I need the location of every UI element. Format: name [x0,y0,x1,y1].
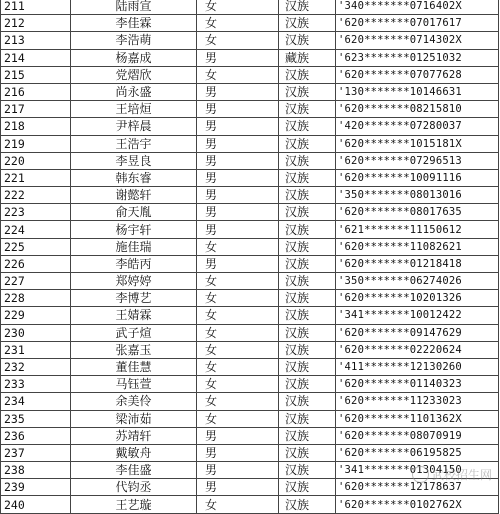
table-row [1,101,499,118]
cell-ethnicity: 汉族 [279,66,336,83]
cell-sex: 女 [197,273,279,290]
cell-name: 施佳瑞 [71,238,197,255]
cell-id-number: '620*******11233023 [336,393,499,410]
cell-ethnicity: 汉族 [279,83,336,100]
cell-number: 222 [1,187,71,204]
cell-name: 马钰萱 [71,376,197,393]
cell-sex: 男 [197,204,279,221]
table-row [1,83,499,100]
table-row [1,427,499,444]
cell-id-number: '620*******01140323 [336,376,499,393]
cell-sex: 女 [197,393,279,410]
cell-name: 武子煊 [71,324,197,341]
cell-id-number: '341*******10012422 [336,307,499,324]
cell-sex: 女 [197,32,279,49]
cell-ethnicity: 汉族 [279,307,336,324]
cell-id-number: '620*******09147629 [336,324,499,341]
cell-ethnicity: 汉族 [279,427,336,444]
cell-sex: 男 [197,169,279,186]
cell-ethnicity: 汉族 [279,444,336,461]
cell-id-number: '620*******10201326 [336,290,499,307]
cell-number: 231 [1,341,71,358]
cell-id-number: '340*******0716402X [336,0,499,15]
cell-number: 213 [1,32,71,49]
cell-name: 谢懿轩 [71,187,197,204]
cell-ethnicity: 汉族 [279,238,336,255]
cell-id-number: '350*******08013016 [336,187,499,204]
table-row [1,273,499,290]
cell-number: 230 [1,324,71,341]
table-row [1,152,499,169]
cell-sex: 女 [197,307,279,324]
cell-id-number: '620*******07077628 [336,66,499,83]
cell-name: 王浩宇 [71,135,197,152]
roster-body [1,0,499,513]
cell-sex: 男 [197,444,279,461]
cell-name: 李皓丙 [71,255,197,272]
cell-number: 236 [1,427,71,444]
cell-id-number: '620*******08017635 [336,204,499,221]
cell-number: 217 [1,101,71,118]
cell-id-number: '350*******06274026 [336,273,499,290]
cell-ethnicity: 汉族 [279,204,336,221]
cell-sex: 女 [197,410,279,427]
cell-name: 梁沛茹 [71,410,197,427]
cell-sex: 女 [197,341,279,358]
cell-ethnicity: 汉族 [279,410,336,427]
cell-number: 224 [1,221,71,238]
cell-name: 李博艺 [71,290,197,307]
cell-id-number: '620*******1015181X [336,135,499,152]
cell-sex: 女 [197,15,279,32]
cell-sex: 男 [197,462,279,479]
cell-ethnicity: 汉族 [279,290,336,307]
cell-sex: 男 [197,255,279,272]
cell-sex: 男 [197,152,279,169]
watermark-logo-icon [412,466,429,483]
cell-number: 228 [1,290,71,307]
cell-ethnicity: 汉族 [279,376,336,393]
cell-number: 239 [1,479,71,496]
cell-ethnicity: 汉族 [279,169,336,186]
cell-ethnicity: 汉族 [279,15,336,32]
cell-id-number: '341*******01304150 [336,462,499,479]
cell-ethnicity: 汉族 [279,32,336,49]
cell-name: 董佳慧 [71,358,197,375]
cell-number: 218 [1,118,71,135]
cell-number: 219 [1,135,71,152]
watermark [412,466,492,483]
cell-sex: 男 [197,187,279,204]
cell-id-number: '620*******10091116 [336,169,499,186]
cell-name: 党熠欣 [71,66,197,83]
table-row [1,32,499,49]
cell-number: 227 [1,273,71,290]
cell-ethnicity: 汉族 [279,0,336,15]
table-row [1,221,499,238]
cell-id-number: '420*******07280037 [336,118,499,135]
cell-id-number: '620*******01218418 [336,255,499,272]
cell-name: 戴敏舟 [71,444,197,461]
table-row [1,444,499,461]
cell-number: 238 [1,462,71,479]
cell-name: 王婧霖 [71,307,197,324]
table-row [1,135,499,152]
table-row [1,341,499,358]
table-row [1,49,499,66]
cell-ethnicity: 汉族 [279,135,336,152]
cell-number: 214 [1,49,71,66]
cell-number: 233 [1,376,71,393]
table-row [1,169,499,186]
cell-ethnicity: 汉族 [279,221,336,238]
cell-name: 尹梓晨 [71,118,197,135]
cell-name: 韩东睿 [71,169,197,186]
cell-number: 223 [1,204,71,221]
cell-name: 余美伶 [71,393,197,410]
cell-id-number: '130*******10146631 [336,83,499,100]
cell-ethnicity: 汉族 [279,255,336,272]
cell-name: 李昱良 [71,152,197,169]
cell-sex: 男 [197,118,279,135]
watermark-text: 武校招生网 [431,468,492,482]
table-row [1,358,499,375]
cell-id-number: '620*******08070919 [336,427,499,444]
cell-id-number: '620*******07296513 [336,152,499,169]
cell-ethnicity: 汉族 [279,187,336,204]
table-row [1,290,499,307]
table-row [1,410,499,427]
table-row [1,66,499,83]
cell-ethnicity: 汉族 [279,358,336,375]
cell-name: 苏靖轩 [71,427,197,444]
cell-id-number: '620*******06195825 [336,444,499,461]
table-row [1,324,499,341]
cell-name: 俞天胤 [71,204,197,221]
cell-ethnicity: 汉族 [279,152,336,169]
cell-name: 王培烜 [71,101,197,118]
cell-number: 225 [1,238,71,255]
cell-number: 240 [1,496,71,513]
cell-name: 李佳霖 [71,15,197,32]
cell-name: 李佳盛 [71,462,197,479]
cell-number: 211 [1,0,71,15]
cell-number: 237 [1,444,71,461]
cell-sex: 女 [197,496,279,513]
cell-number: 220 [1,152,71,169]
cell-number: 212 [1,15,71,32]
table-row [1,187,499,204]
cell-sex: 男 [197,221,279,238]
cell-ethnicity: 汉族 [279,101,336,118]
cell-id-number: '620*******07017617 [336,15,499,32]
cell-sex: 男 [197,83,279,100]
cell-id-number: '623*******01251032 [336,49,499,66]
cell-name: 张嘉玉 [71,341,197,358]
cell-ethnicity: 汉族 [279,118,336,135]
cell-sex: 女 [197,290,279,307]
cell-sex: 女 [197,358,279,375]
cell-id-number: '620*******0714302X [336,32,499,49]
cell-sex: 男 [197,427,279,444]
cell-id-number: '620*******12178637 [336,479,499,496]
cell-id-number: '411*******12130260 [336,358,499,375]
cell-sex: 男 [197,101,279,118]
cell-number: 216 [1,83,71,100]
cell-ethnicity: 汉族 [279,496,336,513]
table-row [1,307,499,324]
cell-number: 232 [1,358,71,375]
table-row [1,0,499,15]
cell-sex: 男 [197,479,279,496]
cell-name: 郑婷婷 [71,273,197,290]
cell-name: 杨嘉成 [71,49,197,66]
cell-ethnicity: 汉族 [279,324,336,341]
table-row [1,393,499,410]
cell-id-number: '620*******1101362X [336,410,499,427]
cell-sex: 女 [197,0,279,15]
cell-ethnicity: 汉族 [279,393,336,410]
cell-ethnicity: 汉族 [279,341,336,358]
table-row [1,255,499,272]
table-row [1,238,499,255]
cell-number: 215 [1,66,71,83]
cell-ethnicity: 汉族 [279,462,336,479]
cell-number: 221 [1,169,71,186]
cell-id-number: '620*******11082621 [336,238,499,255]
table-row [1,376,499,393]
cell-id-number: '621*******11150612 [336,221,499,238]
cell-name: 尚永盛 [71,83,197,100]
cell-number: 226 [1,255,71,272]
table-row [1,118,499,135]
cell-name: 陆雨宣 [71,0,197,15]
cell-id-number: '620*******0102762X [336,496,499,513]
cell-number: 235 [1,410,71,427]
cell-id-number: '620*******08215810 [336,101,499,118]
cell-number: 229 [1,307,71,324]
cell-name: 杨宇轩 [71,221,197,238]
cell-sex: 女 [197,376,279,393]
table-row [1,496,499,513]
table-row [1,15,499,32]
cell-number: 234 [1,393,71,410]
cell-sex: 女 [197,238,279,255]
cell-sex: 女 [197,324,279,341]
cell-ethnicity: 藏族 [279,49,336,66]
cell-name: 代钧丞 [71,479,197,496]
cell-sex: 女 [197,66,279,83]
cell-name: 王艺璇 [71,496,197,513]
cell-ethnicity: 汉族 [279,479,336,496]
cell-sex: 男 [197,135,279,152]
cell-id-number: '620*******02220624 [336,341,499,358]
cell-sex: 男 [197,49,279,66]
cell-name: 李浩萌 [71,32,197,49]
table-row [1,204,499,221]
cell-ethnicity: 汉族 [279,273,336,290]
